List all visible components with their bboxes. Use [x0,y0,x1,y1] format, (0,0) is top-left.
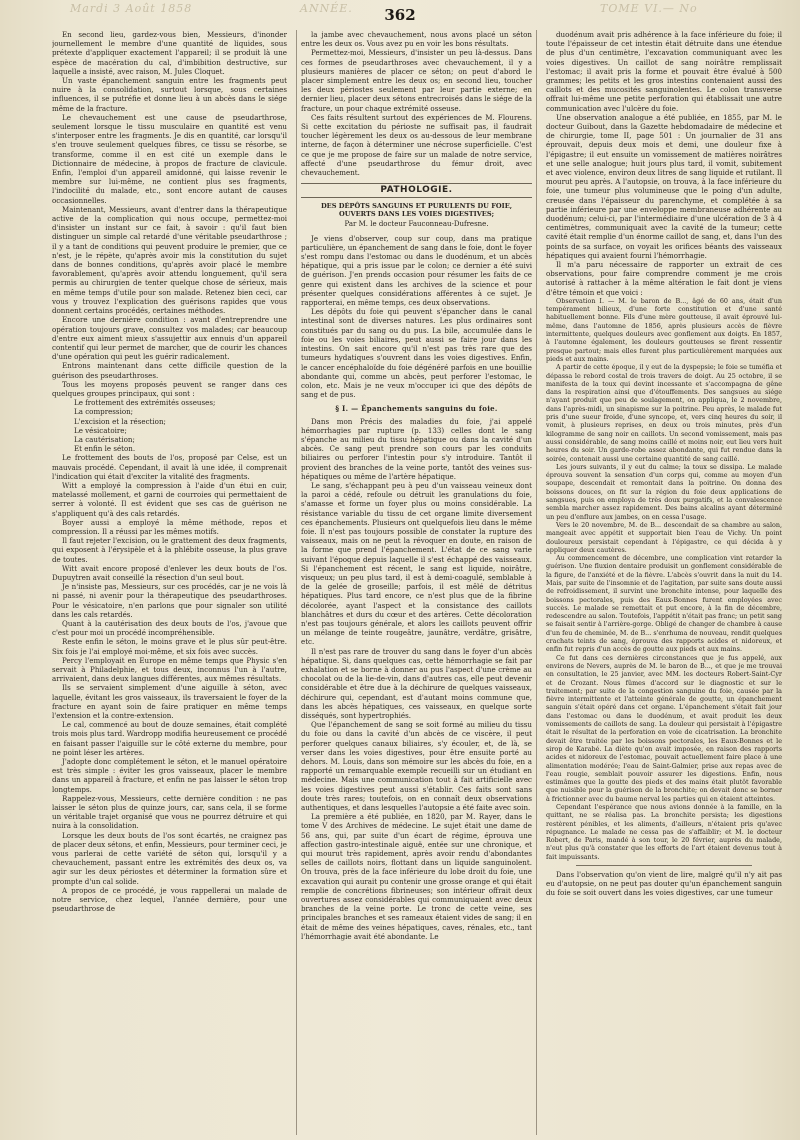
column-2-top [301,30,532,177]
paragraph: Reste enfin le séton, le moins grave et le plus sûr peut-être. Six fois je l'ai employé moi-même, et six fois avec succès. [52,637,287,656]
article-heading: DES DÉPÔTS SANGUINS ET PURULENTS DU FOIE, OUVERTS DANS LES VOIES DIGESTIVES; [320,202,513,219]
page-number: 362 [384,6,416,24]
paragraph: Le cal, commencé au bout de douze semaines, était complété trois mois plus tard. Wardropp modifia heureusement ce procédé en faisant passer l'aiguille sur le côté externe du membre, pour ne point léser les artères. [52,720,287,757]
paragraph: Rappelez-vous, Messieurs, cette dernière condition : ne pas laisser le séton plus de quinze jours, car, sans cela, il se forme un véritable trajet organisé que vous ne pourrez détruire et qui nuira à la consolidation. [52,793,287,831]
paragraph: Il m'a paru nécessaire de rapporter un extrait de ces observations, pour faire comprendre comment je me crois autorisé à rattacher à la même altération le fait dont je viens d'être témoin et que voici : [546,260,782,297]
column-2 [296,30,537,1135]
column-3-end [546,870,782,898]
paragraph: Il faut rejeter l'excision, ou le grattement des deux fragments, qui exposent à l'érysipèle et à la phlébite osseuse, la plus grave de toutes. [52,536,287,564]
paragraph: Vers le 20 novembre, M. de B... descendait de sa chambre au salon, mangeait avec appétit et supportait bien l'eau de Vichy. Un point douloureux persistait cependant à l'épigastre, ce qui décida à y appliquer deux cautères. [546,520,782,554]
paragraph: J'adopte donc complétement le séton, et le manuel opératoire est très simple : éviter les gros vaisseaux, placer le membre dans un appareil à fracture, et enfin ne pas laisser le séton trop longtemps. [52,757,287,794]
column-2-body [301,417,532,942]
column-2-intro [301,234,532,400]
paragraph: Le vésicatoire; [74,425,127,435]
paragraph: En second lieu, gardez-vous bien, Messieurs, d'inonder journellement le membre d'une quantité de liquides, sous prétexte d'appliquer exactement l'appareil; il se produit là une espèce de macération du cal, d'imbibition destructive, sur laquelle a insisté, avec raison, M. Jules Cloquet. [52,30,287,76]
paragraph: Permettez-moi, Messieurs, d'insister un peu là-dessus. Dans ces formes de pseudarthroses avec chevauchement, il y a plusieurs manières de placer ce séton; on peut d'abord le placer simplement entre les deux os; en second lieu, toucher les deux périostes seulement par leur partie externe; en dernier lieu, placer deux sétons entrecroisés dans le siége de la fracture, un pour chaque extrémité osseuse. [301,48,532,113]
paragraph: Encore une dernière condition : avant d'entreprendre une opération toujours grave, consultez vos malades; car beaucoup d'entre eux aiment mieux s'assujettir aux ennuis d'un appareil contentif qui leur permet de marcher, que de courir les chances d'une opération qui peut les guérir radicalement. [52,315,287,362]
paragraph: Witt a employé la compression à l'aide d'un étui en cuir, matelassé mollement, et garni de courroies qui permettaient de serrer à volonté. Il est évident que ses cas de guérison ne s'appliquent qu'à des cals retardés. [52,480,287,518]
paragraph: Percy l'employait en Europe en même temps que Physic s'en servait à Philadelphie, et tous deux, inconnus l'un à l'autre, arrivaient, dans deux langues différentes, aux mêmes résultats. [52,655,287,684]
text-columns [52,30,782,1135]
paragraph: Lorsque les deux bouts de l'os sont écartés, ne craignez pas de placer deux sétons, et enfin, Messieurs, pour terminer ceci, je vous parlerai de cette variété de séton qui, lorsqu'il y a chevauchement, passant entre les extrémités des deux os, va agir sur les deux périostes et déterminer la formation sûre et prompte d'un cal solide. [52,830,287,886]
paragraph: Je viens d'observer, coup sur coup, dans ma pratique particulière, un épanchement de sang dans le foie, dont le foyer s'est rompu dans l'estomac ou dans le duodénum, et un abcès hépatique, qui a pris issue par le colon; ce dernier a été suivi de guérison. J'en prends occasion pour résumer les faits de ce genre qui existent dans les archives de la science et pour présenter quelques considérations afférentes à ce sujet. Je rapporterai, en même temps, ces deux observations. [301,233,532,308]
paragraph: Et enfin le séton. [74,444,136,454]
bleed-through-text-mid: ANNÉE. [300,2,353,15]
paragraph: Le frottement des bouts de l'os, proposé par Celse, est un mauvais procédé. Cependant, il avait là une idée, il comprenait l'indication qui était d'exciter la vitalité des fragments. [52,453,287,481]
paragraph: Le frottement des extrémités osseuses; [74,398,216,408]
paragraph: Je n'insiste pas, Messieurs, sur ces procédés, car je ne vois là ni passé, ni avenir pour la thérapeutique des pseudarthroses. Pour le vésicatoire, n'en parlons que pour signaler son utilité dans les cals retardés. [52,582,287,619]
column-3 [546,30,782,1135]
paragraph: Dans mon Précis des maladies du foie, j'ai appelé hémorrhagies par rupture (p. 133) celles dont le sang s'épanche au milieu du tissu hépatique ou dans la cavité d'un abcès. Ce sang peut prendre son cours par les conduits biliaires ou perforer l'intestin pour s'y introduire. Tantôt il provient des branches de la veine porte, tantôt des veines sus-hépatiques ou même de l'artère hépatique. [301,416,532,481]
paragraph: A propos de ce procédé, je vous rappellerai un malade de notre service, chez lequel, l'année dernière, pour une pseudarthrose de [52,885,287,914]
paragraph: Dans l'observation qu'on vient de lire, malgré qu'il n'y ait pas eu d'autopsie, on ne peut pas douter qu'un épanchement sanguin du foie se soit ouvert dans les voies digestives, car une tumeur [546,870,782,898]
paragraph: Un vaste épanchement sanguin entre les fragments peut nuire à la consolidation, surtout lorsque, sous certaines influences, il se putréfie et donne lieu à un abcès dans le siége même de la fracture. [52,76,287,113]
paragraph: Les dépôts du foie qui peuvent s'épancher dans le canal intestinal sont de diverses natures. Les plus ordinaires sont constitués par du sang ou du pus. La bile, accumulée dans le foie ou les voies biliaires, peut aussi se faire jour dans les intestins. On sait encore qu'il n'est pas très rare que des tumeurs hydatiques s'ouvrent dans les voies digestives. Enfin, le cancer encéphaloïde du foie dégénéré parfois en une bouillie abondante qui, comme un abcès, peut perforer l'estomac, le colon, etc. Mais je ne veux m'occuper ici que des dépôts de sang et de pus. [301,307,532,400]
paragraph: Le sang, s'échappant peu à peu d'un vaisseau veineux dont la paroi a cédé, refoule ou détruit les granulations du foie, s'amasse et forme un foyer plus ou moins considérable. La résistance variable du tissu de cet organe limite diversement ces épanchements. Plusieurs ont quelquefois lieu dans le même foie. Il n'est pas toujours possible de constater la rupture des vaisseaux, mais on ne peut la révoquer en doute, en raison de la forme que prend l'épanchement. L'état de ce sang varie suivant l'époque depuis laquelle il s'est échappé des vaisseaux. Si l'épanchement est récent, le sang est liquide, noirâtre, visqueux; un peu plus tard, il est à demi-coagulé, semblable à de la gelée de groseille; parfois, il est mêlé de détritus hépatiques. Plus tard encore, ce n'est plus que de la fibrine décolorée, ayant l'aspect et la consistance des caillots blanchâtres et durs du cœur et des artères. Cette décoloration n'est pas toujours générale, et alors les caillots peuvent offrir un mélange de teinte rougeâtre, jaunâtre, verdâtre, grisâtre, etc. [301,480,532,647]
paragraph: Tous les moyens proposés peuvent se ranger dans ces quelques groupes principaux, qui sont : [52,379,287,398]
paragraph: Boyer aussi a employé la même méthode, repos et compression. Il a réussi par les mêmes motifs. [52,517,287,536]
bleed-through-text-right: TOME VI.— No [600,2,698,15]
paragraph: Witt avait encore proposé d'enlever les deux bouts de l'os. Dupuytren avait conseillé la résection d'un seul bout. [52,563,287,582]
paragraph: Ce fut dans ces dernières circonstances que je fus appelé, aux environs de Nevers, auprès de M. le baron de B..., et que je me trouvai en consultation, le 25 janvier, avec MM. les docteurs Robert-Saint-Cyr et de Crozant. Nous fûmes d'accord sur le diagnostic et sur le traitement; par suite de la congestion sanguine du foie, causée par la fièvre intermittente et l'atteinte générale de goutte, un épanchement sanguin s'était opéré dans cet organe. L'épanchement s'était fait jour dans l'estomac ou dans le duodénum, et avait produit les deux vomissements de caillots de sang. La douleur qui persistait à l'épigastre était le résultat de la perforation en voie de cicatrisation. La bronchite devait être traitée par les boissons pectorales, les Eaux-Bonnes et le sirop de Karabé. La diète qu'on avait imposée, en raison des rapports acides et nidoreux de l'estomac, pouvait actuellement faire place à une alimentation modérée; l'eau de Saint-Galmier, prise aux repas avec de l'eau rougie, semblait pouvoir assurer les digestions. Enfin, nous estimâmes que la goutte des pieds et des mains était plutôt favorable que nuisible pour la guérison de la bronchite; on devait donc se borner à frictionner avec du baume nerval les parties qui en étaient atteintes. [546,653,782,803]
paragraph: Les jours suivants, il y eut du calme; la toux se dissipa. Le malade éprouva souvent la sensation d'un corps qui, comme au moyen d'un soupape, descendait et remontait dans la poitrine. On donna des boissons douces, on fit sur la région du foie deux applications de sangsues, puis on employa de très doux purgatifs, et la convalescence sembla marcher assez rapidement. Des bains alcalins ayant déterminé un peu d'enflure aux jambes, on en cessa l'usage. [546,462,782,521]
paragraph: Cependant l'espérance que nous avions donnée à la famille, en la quittant, ne se réalisa pas. La bronchite persista; les digestions restèrent pénibles, et les aliments, d'ailleurs, n'étaient pris qu'avec répugnance. Le malade ne cessa pas de s'affaiblir; et M. le docteur Robert, de Paris, mandé à son tour, le 20 février, auprès du malade, n'eut plus qu'à constater que les efforts de l'art étaient devenus tout à fait impuissants. [546,803,782,861]
paragraph: Au commencement de décembre, une complication vint retarder la guérison. Une fluxion dentaire produisit un gonflement considérable de la figure, de l'anxiété et de la fièvre. L'abcès s'ouvrit dans la nuit du 14. Mais, par suite de l'insomnie et de l'agitation, par suite sans doute aussi de refroidissement, il survint une bronchite intense, pour laquelle des boissons pectorales, puis des Eaux-Bonnes furent employées avec succès. Le malade se remettait et put encore, à la fin de décembre, redescendre au salon. Toutefois, l'appétit n'était pas franc; un petit sang se faisait sentir à l'arrière-gorge. Obligé de changer de chambre à cause d'un feu de cheminée, M. de B... s'enrhuma de nouveau, rendit quelques crachats teints de sang, éprouva des rapports acides et nidoreux, et enfin fut repris d'un accès de goutte aux pieds et aux mains. [546,554,782,654]
paragraph: La première a été publiée, en 1820, par M. Rayer, dans le tome V des Archives de médecine. Le sujet était une dame de 56 ans, qui, par suite d'un écart de régime, éprouva une affection gastro-intestinale aiguë, entée sur une chronique, et qui mourut très rapidement, après avoir rendu d'abondantes selles de caillots noirs, flottant dans un liquide sanguinolent. On trouva, près de la face inférieure du lobe droit du foie, une excavation qui aurait pu contenir une grosse orange et qui était remplie de concrétions fibrineuses; son intérieur offrait deux ouvertures assez considérables qui communiquaient avec deux branches de la veine porte. Le tronc de cette veine, ses principales branches et ses rameaux étaient vides de sang; il en était de même des veines hépatiques, caves, rénales, etc., tant l'hémorrhagie avait été abondante. Le [301,812,532,941]
paragraph: La cautérisation; [74,434,135,444]
masthead [0,0,800,30]
paragraph: Quant à la cautérisation des deux bouts de l'os, j'avoue que c'est pour moi un procédé incompréhensible. [52,619,287,638]
paragraph: Maintenant, Messieurs, avant d'entrer dans la thérapeutique active de la complication qui nous occupe, permettez-moi d'insister un instant sur ce fait, à savoir : qu'il faut bien distinguer un simple cal retardé d'une véritable pseudarthrose ; il y a tant de conditions qui peuvent produire le premier, que ce n'est, je le répète, qu'après avoir mis la constitution du sujet dans de bonnes conditions, qu'après avoir placé le membre favorablement, qu'après avoir attendu longuement, qu'il sera permis au chirurgien de tenter quelque chose de sérieux, mais en même temps d'utile pour son malade. Retenez bien ceci, car vous y trouvez l'explication des guérisons rapides que vous donnent certains procédés, certaines méthodes. [52,204,287,316]
paragraph: Que l'épanchement de sang se soit formé au milieu du tissu du foie ou dans la cavité d'un abcès de ce viscère, il peut perforer quelques canaux biliaires, s'y écouler, et, de là, se verser dans les voies digestives, pour être ensuite porté au dehors. M. Louis, dans son mémoire sur les abcès du foie, en a rapporté un remarquable exemple recueilli sur un étudiant en médecine. Mais une communication tout à fait artificielle avec les voies digestives peut aussi s'établir. Ces faits sont sans doute très rares; toutefois, on en connaît deux observations authentiques, et dans lesquelles l'autopsie a été faite avec soin. [301,720,532,813]
section-title: PATHOLOGIE. [301,183,532,198]
column-3-top [546,30,782,297]
paragraph: duodénum avait pris adhérence à la face inférieure du foie; il toute l'épaisseur de cet intestin était détruite dans une étendue de plus d'un centimètre, l'excavation communiquant avec les voies digestives. Un caillot de sang noirâtre remplissait l'estomac; il avait pris la forme et pouvait être évalué à 500 grammes; les petits et les gros intestins contenaient aussi des caillots et des mucosités sanguinolentes. Le colon transverse offrait lui-même une petite perforation qui établissait une autre communication avec l'ulcère du foie. [546,30,782,113]
article-byline: Par M. le docteur Fauconneau-Dufresne. [344,220,489,229]
paragraph: Il n'est pas rare de trouver du sang dans le foyer d'un abcès hépatique. Si, dans quelques cas, cette hémorrhagie se fait par exhalation et se borne à donner au pus l'aspect d'une crème au chocolat ou de la lie-de-vin, dans d'autres cas, elle peut devenir considérable et être due à la déchirure de quelques vaisseaux, déchirure qui, cependant, est d'autant moins commune que, dans les abcès hépatiques, ces vaisseaux, en quelque sorte disséqués, sont hypertrophiés. [301,646,532,721]
paragraph: Une observation analogue a été publiée, en 1855, par M. le docteur Guibout, dans la Gazette hebdomadaire de médecine et de chirurgie, tome II, page 501 : Un journalier de 31 ans éprouvait, depuis deux mois et demi, une douleur fixe à l'épigastre; il eut ensuite un vomissement de matières noirâtres et une selle analogue; huit jours plus tard, il vomit, subitement et avec violence, environ deux litres de sang liquide et rutilant. Il mourut peu après. A l'autopsie, on trouva, à la face inférieure du foie, une tumeur plus volumineuse que le poing d'un adulte, creusée dans l'épaisseur du parenchyme, et complétée à sa partie inférieure par une enveloppe membraneuse adhérente au duodénum; celui-ci, par l'intermédiaire d'une ulcération de 3 à 4 centimètres, communiquait avec la cavité de la tumeur; cette cavité était remplie d'un énorme caillot de sang, et, dans l'un des points de sa surface, on voyait les orifices béants des vaisseaux hépatiques qui avaient fourni l'hémorrhagie. [546,112,782,260]
paragraph: L'excision et la résection; [74,416,166,426]
paragraph: la jambe avec chevauchement, nous avons placé un séton entre les deux os. Vous avez pu en voir les bons résultats. [301,30,532,49]
article-subheading: § I. — Épanchements sanguins du foie. [335,404,498,414]
separator-rule [576,865,752,866]
paragraph: Entrons maintenant dans cette difficile question de la guérison des pseudarthroses. [52,361,287,380]
bleed-through-text-left: Mardi 3 Août 1858 [70,2,193,15]
paragraph: Ils se servaient simplement d'une aiguille à séton, avec laquelle, évitant les gros vaisseaux, ils traversaient le foyer de la fracture en ayant soin de faire pratiquer en même temps l'extension et la contre-extension. [52,683,287,721]
observation-block [546,297,782,861]
paragraph: La compression; [74,407,134,417]
paragraph: Le chevauchement est une cause de pseudarthrose, seulement lorsque le tissu musculaire en quantité est venu s'interposer entre les fragments. Je dis en quantité, car lorsqu'il s'en trouve seulement quelques fibres, ce tissu se résorbe, se transforme, comme il en est cité un exemple dans le Dictionnaire de médecine, à propos de fracture de clavicule. Enfin, l'emploi d'un appareil amidonné, qui laisse revenir le membre sur lui-même, ne contient plus ses fragments, l'indocilité du malade, etc., sont encore autant de causes occasionnelles. [52,112,287,205]
paragraph: Observation I. — M. le baron de B..., âgé de 60 ans, était d'un tempérament bilieux, d'une forte constitution et d'une santé habituellement bonne. Fils d'une mère goutteuse, il avait éprouvé lui-même, dans l'automne de 1856, après plusieurs accès de fièvre intermittente, quelques douleurs avec gonflement aux doigts. En 1857, à l'automne également, les douleurs goutteuses se firent ressentir presque partout; mais elles furent plus particulièrement marquées aux pieds et aux mains. [546,296,782,363]
column-1 [52,30,287,1135]
paragraph: A partir de cette époque, il y eut de la dyspepsie; le foie se tuméfia et dépassa le rebord costal de trois travers de doigt. Au 25 octobre, il se manifesta de la toux qui devint incessante et s'accompagna de gêne dans la respiration ainsi que d'étouffements. Des sangsues au siége n'ayant produit que peu de soulagement, on appliqua, le 2 novembre, dans l'après-midi, un sinapisme sur la poitrine. Peu après, le malade fut pris d'une sueur froide, d'une syncope, et, vers cinq heures du soir, il vomit, à plusieurs reprises, en deux ou trois minutes, près d'un kilogramme de sang noir en caillots. Un second vomissement, mais pas aussi considérable, de sang moins caillé et moins noir, eut lieu vers huit heures du soir. Un garde-robe assez abondante, qui fut rendue dans la soirée, contenait aussi une certaine quantité de sang caillé. [546,363,782,463]
paragraph: Ces faits résultent surtout des expériences de M. Flourens. Si cette excitation du périoste ne suffisait pas, il faudrait toucher légèrement les deux os au-dessous de leur membrane interne, de façon à déterminer une nécrose superficielle. C'est ce que je me propose de faire sur un malade de notre service, affecté d'une pseudarthrose du fémur droit, avec chevauchement. [301,112,532,178]
